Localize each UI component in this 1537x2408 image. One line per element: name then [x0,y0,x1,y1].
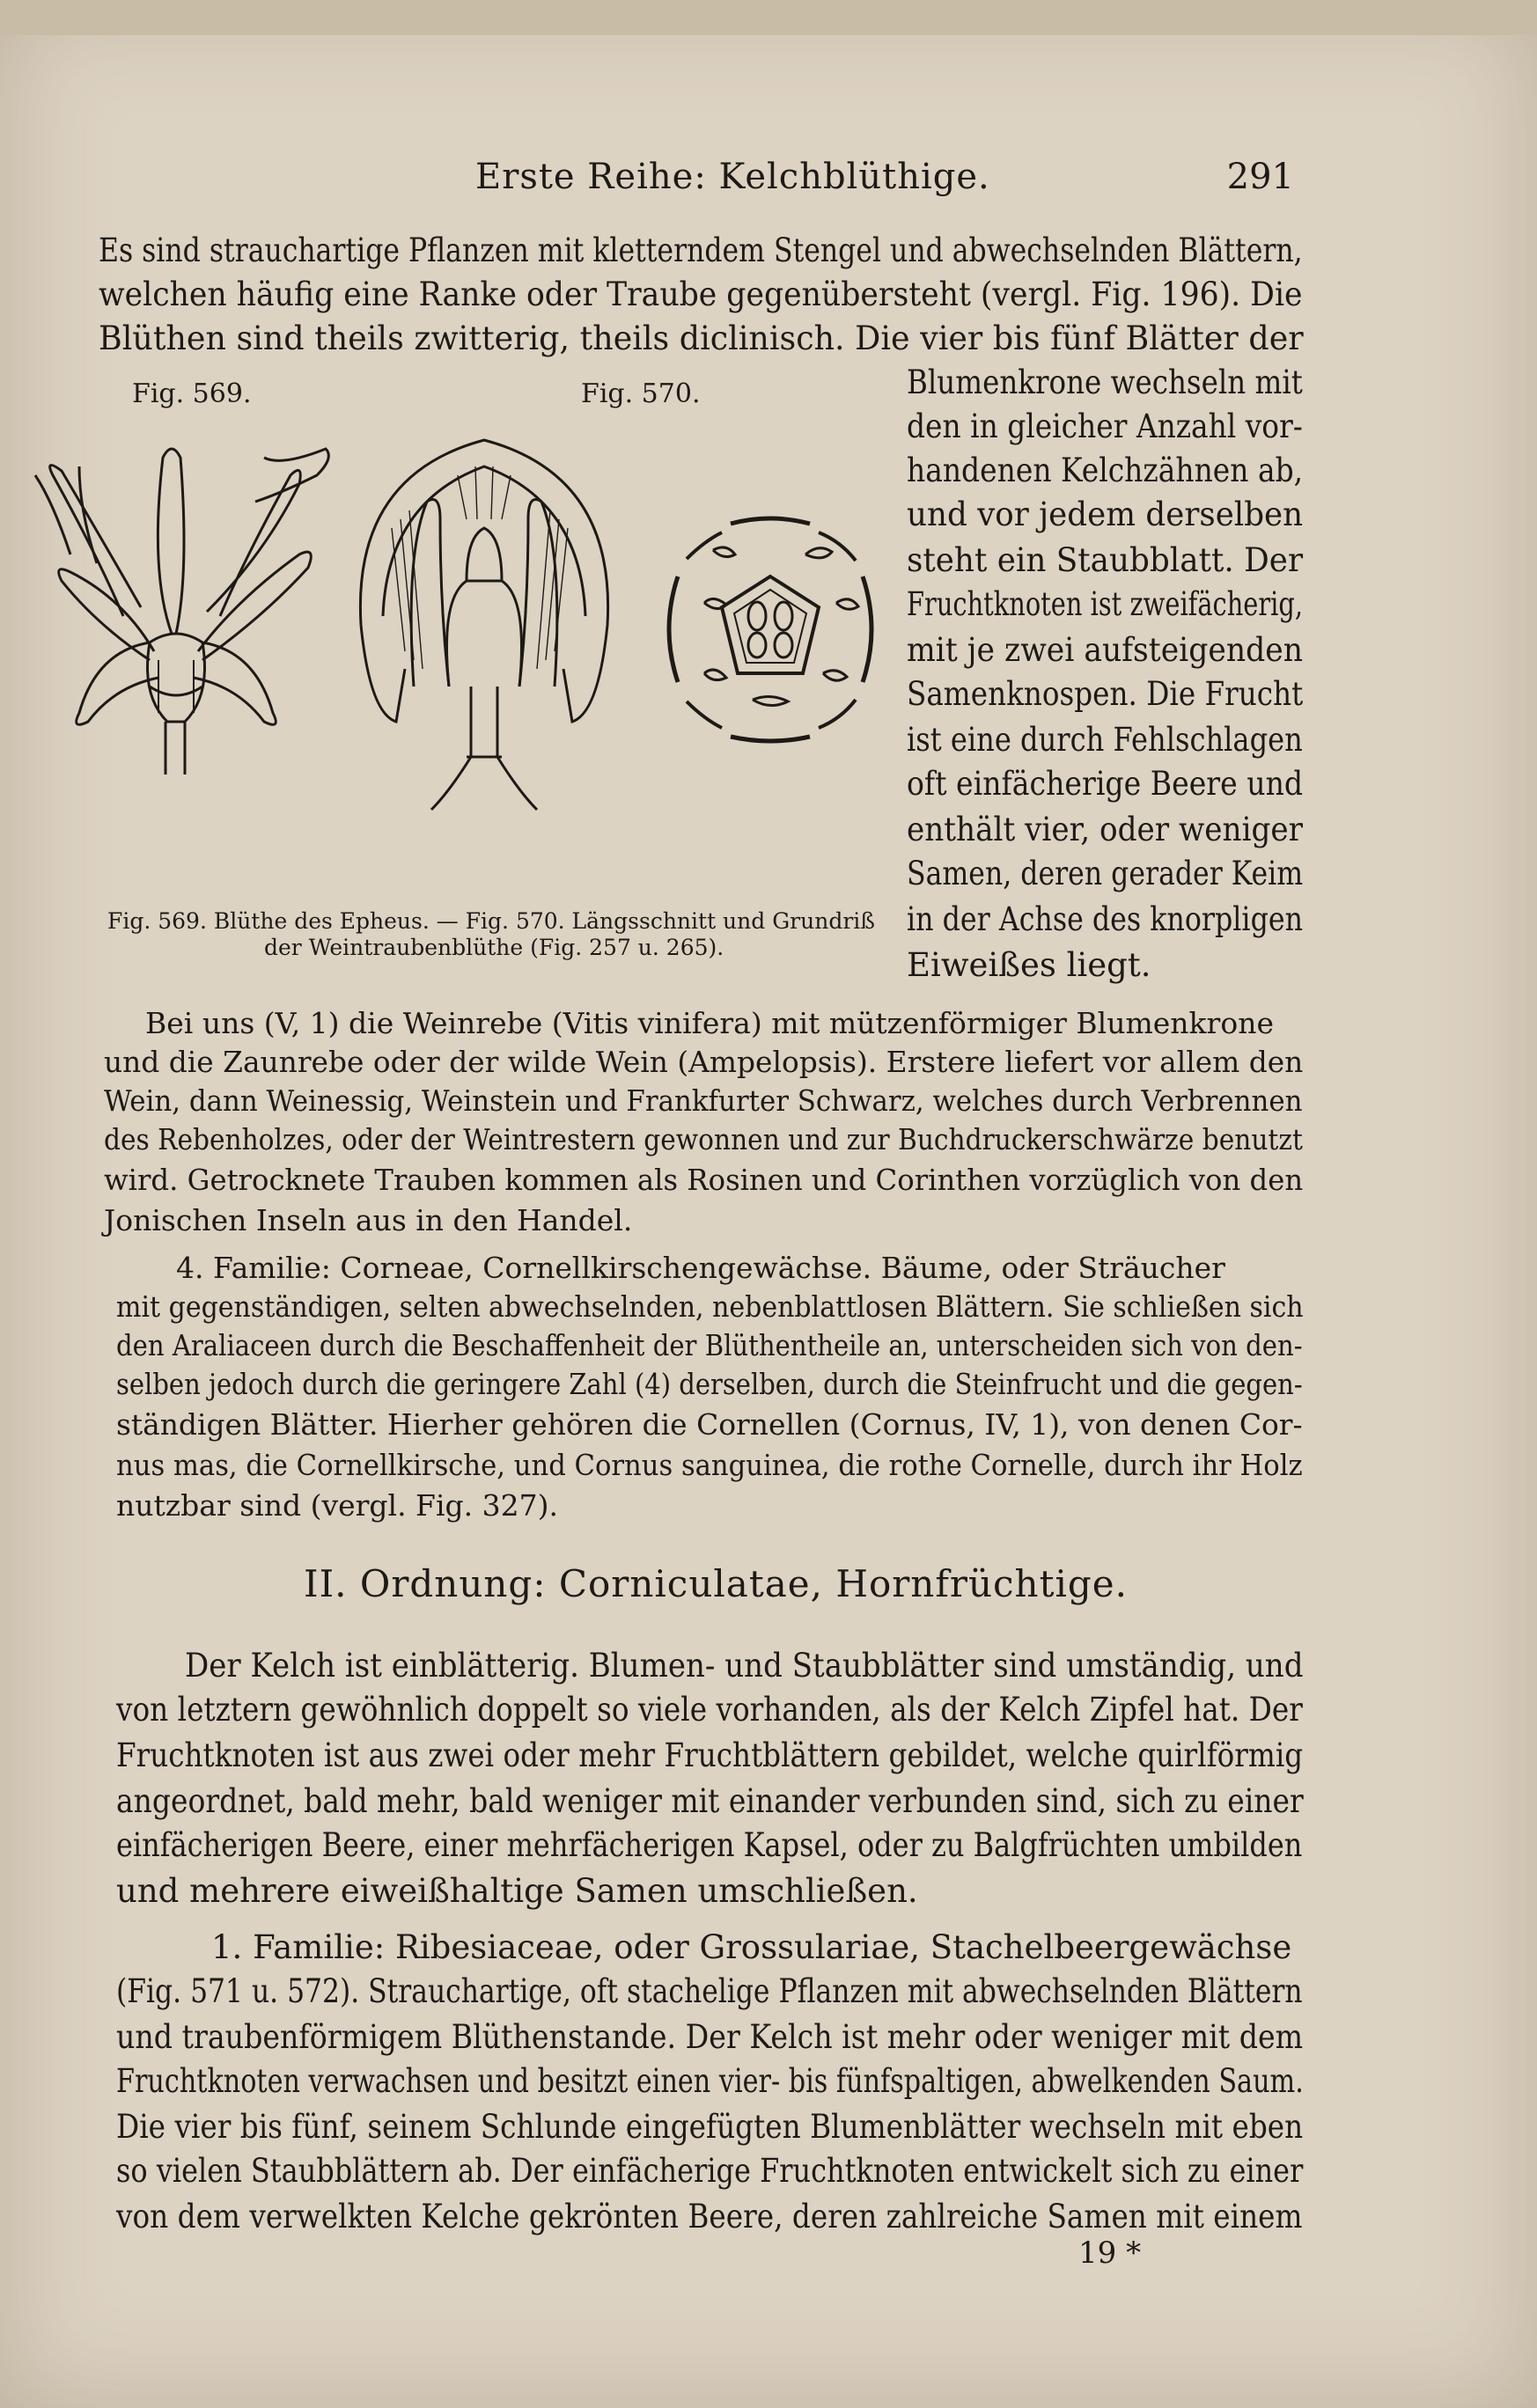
signature-mark: 19 * [1078,2235,1142,2271]
fig-570-label: Fig. 570. [581,378,701,409]
right-column-line: Fruchtknoten ist zweifächerig, [907,585,1304,623]
paragraph-vitis-line: Wein, dann Weinessig, Weinstein und Frankfurter Schwarz, welches durch Verbrennen [104,1083,1303,1118]
right-column-line: mit je zwei aufsteigenden [907,631,1304,669]
paragraph-ribes-line: Fruchtknoten verwachsen und besitzt einen vier- bis fünfspaltigen, abwelkenden Saum. [116,2062,1304,2100]
paragraph-cornus-line: ständigen Blätter. Hierher gehören die Cornellen (Cornus, IV, 1), von denen Cor- [116,1407,1303,1442]
right-column-line: den in gleicher Anzahl vor- [907,407,1303,445]
paragraph-vitis-line: und die Zaunrebe oder der wilde Wein (Ampelopsis). Erstere liefert vor allem den [104,1045,1304,1079]
section-heading: II. Ordnung: Corniculatae, Hornfrüchtige. [304,1562,1129,1605]
paragraph-cornus-line: nutzbar sind (vergl. Fig. 327). [116,1488,558,1523]
paragraph-cornus-line: 4. Familie: Corneae, Cornellkirschengewächse. Bäume, oder Sträucher [176,1251,1225,1285]
paragraph-ribes-line: so vielen Staubblättern ab. Der einfächerige Fruchtknoten entwickelt sich zu einer [116,2152,1304,2190]
paragraph-vitis-line: wird. Getrocknete Trauben kommen als Rosinen und Corinthen vorzüglich von den [104,1163,1304,1197]
paragraph-ribes-line: Die vier bis fünf, seinem Schlunde eingefügten Blumenblätter wechseln mit eben [116,2108,1304,2146]
paragraph-order-line: einfächerigen Beere, einer mehrfächerigen Kapsel, oder zu Balgfrüchten umbilden [116,1826,1303,1864]
right-column-line: oft einfächerige Beere und [907,765,1304,803]
paragraph-cornus-line: selben jedoch durch die geringere Zahl (4) derselben, durch die Steinfrucht und die gegen- [116,1367,1303,1401]
paragraph-ribes-line: und traubenförmigem Blüthenstande. Der Kelch ist mehr oder weniger mit dem [116,2018,1304,2056]
grape-flower-diagram-illustration [651,506,889,752]
paragraph-ribes-line: (Fig. 571 u. 572). Strauchartige, oft stachelige Pflanzen mit abwechselnden Blättern [116,1972,1303,2010]
fig-569-label: Fig. 569. [132,378,252,409]
paragraph-order-line: Der Kelch ist einblätterig. Blumen- und Staubblätter sind umständig, und [185,1647,1304,1685]
right-column-line: Blumenkrone wechseln mit [907,363,1303,401]
paragraph-order-line: angeordnet, bald mehr, bald weniger mit einander verbunden sind, sich zu einer [116,1782,1304,1820]
figure-caption-line: der Weintraubenblüthe (Fig. 257 u. 265). [264,935,724,960]
paragraph-vitis-line: des Rebenholzes, oder der Weintrestern gewonnen und zur Buchdruckerschwärze benutzt [104,1122,1303,1156]
paragraph-order-line: von letztern gewöhnlich doppelt so viele vorhanden, als der Kelch Zipfel hat. Der [116,1691,1303,1729]
paragraph-order-line: Fruchtknoten ist aus zwei oder mehr Fruchtblättern gebildet, welche quirlförmig [116,1736,1304,1774]
paragraph-vitis-line: Bei uns (V, 1) die Weinrebe (Vitis vinifera) mit mützenförmiger Blumenkrone [145,1006,1274,1040]
right-column-line: enthält vier, oder weniger [907,811,1304,848]
running-header [475,157,1294,209]
right-column-line: und vor jedem derselben [907,496,1304,533]
top-line: welchen häufig eine Ranke oder Traube gegenübersteht (vergl. Fig. 196). Die [99,275,1303,313]
paragraph-order-line: und mehrere eiweißhaltige Samen umschließen. [116,1872,918,1910]
top-line: Es sind strauchartige Pflanzen mit kletterndem Stengel und abwechselnden Blättern, [99,231,1303,269]
figure-caption-line: Fig. 569. Blüthe des Epheus. — Fig. 570. Längsschnitt und Grundriß [107,908,875,934]
page-number: 291 [1226,157,1294,197]
paragraph-cornus-line: nus mas, die Cornellkirsche, und Cornus sanguinea, die rothe Cornelle, durch ihr Holz [116,1448,1303,1482]
top-line: Blüthen sind theils zwitterig, theils diclinisch. Die vier bis fünf Blätter der [99,319,1304,357]
right-column-line: handenen Kelchzähnen ab, [907,452,1304,489]
paragraph-ribes-line: 1. Familie: Ribesiaceae, oder Grossulariae, Stachelbeergewächse [211,1928,1292,1966]
page-top-edge [0,0,1537,35]
ivy-flower-illustration [18,422,335,810]
paragraph-ribes-line: von dem verwelkten Kelche gekrönten Beere, deren zahlreiche Samen mit einem [116,2198,1303,2235]
right-column-line: Samen, deren gerader Keim [907,855,1304,892]
right-column-line: Eiweißes liegt. [907,946,1151,984]
paragraph-cornus-line: den Araliaceen durch die Beschaffenheit der Blüthentheile an, unterscheiden sich von den- [116,1328,1303,1362]
right-column-line: steht ein Staubblatt. Der [907,541,1304,579]
paragraph-vitis-line: Jonischen Inseln aus in den Handel. [104,1203,633,1237]
right-column-line: in der Achse des knorpligen [907,900,1303,938]
grape-flower-section-illustration [343,422,625,854]
paragraph-cornus-line: mit gegenständigen, selten abwechselnden, nebenblattlosen Blättern. Sie schließen sich [116,1289,1304,1324]
running-title: Erste Reihe: Kelchblüthige. [475,157,990,197]
right-column-line: ist eine durch Fehlschlagen [907,721,1303,759]
right-column-line: Samenknospen. Die Frucht [907,675,1304,713]
